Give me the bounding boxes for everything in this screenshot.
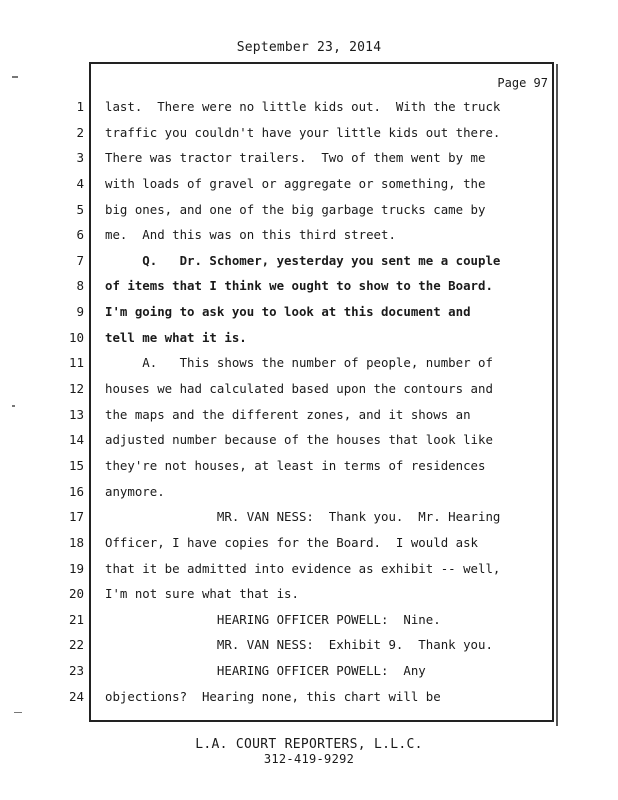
line-number: 21 xyxy=(68,611,84,627)
transcript-line: MR. VAN NESS: Exhibit 9. Thank you. xyxy=(105,637,493,653)
footer-phone: 312-419-9292 xyxy=(263,752,355,766)
transcript-line: I'm going to ask you to look at this document and xyxy=(105,304,471,320)
line-number: 10 xyxy=(68,329,84,345)
line-number: 20 xyxy=(68,586,84,602)
transcript-line: Officer, I have copies for the Board. I would ask xyxy=(105,534,478,550)
line-number: 24 xyxy=(68,688,84,704)
transcript-line: traffic you couldn't have your little kids out there. xyxy=(105,124,501,140)
scan-speck xyxy=(12,405,15,407)
transcript-line: MR. VAN NESS: Thank you. Mr. Hearing xyxy=(105,509,501,525)
transcript-line: tell me what it is. xyxy=(105,329,247,345)
line-number: 7 xyxy=(76,252,84,268)
transcript-line: houses we had calculated based upon the contours and xyxy=(105,381,493,397)
line-number: 18 xyxy=(68,534,84,550)
scan-speck xyxy=(14,712,22,713)
line-number: 11 xyxy=(68,355,84,371)
line-number: 4 xyxy=(76,175,84,191)
page-number: Page 97 xyxy=(497,76,548,90)
line-number: 22 xyxy=(68,637,84,653)
line-number: 16 xyxy=(68,483,84,499)
transcript-line: the maps and the different zones, and it shows an xyxy=(105,406,471,422)
transcript-line: HEARING OFFICER POWELL: Any xyxy=(105,663,426,679)
line-number: 13 xyxy=(68,406,84,422)
transcript-line: objections? Hearing none, this chart will be xyxy=(105,688,441,704)
line-number: 1 xyxy=(76,99,84,114)
frame-shadow xyxy=(556,64,558,726)
transcript-text xyxy=(105,98,525,713)
transcript-line: There was tractor trailers. Two of them went by me xyxy=(105,150,486,166)
line-number: 8 xyxy=(76,278,84,294)
transcript-line: with loads of gravel or aggregate or something, the xyxy=(105,175,486,191)
transcript-line: A. This shows the number of people, number of xyxy=(105,355,493,371)
transcript-line: I'm not sure what that is. xyxy=(105,586,299,602)
line-number: 17 xyxy=(68,509,84,525)
line-number: 23 xyxy=(68,663,84,679)
transcript-line: adjusted number because of the houses that look like xyxy=(105,432,493,448)
transcript-line: Q. Dr. Schomer, yesterday you sent me a couple xyxy=(105,252,501,268)
line-number-column xyxy=(56,98,84,713)
line-number: 15 xyxy=(68,457,84,473)
line-number: 19 xyxy=(68,560,84,576)
line-number: 3 xyxy=(76,150,84,166)
footer-company: L.A. COURT REPORTERS, L.L.C. xyxy=(195,737,423,752)
transcript-line: HEARING OFFICER POWELL: Nine. xyxy=(105,611,441,627)
transcript-line: that it be admitted into evidence as exhibit -- well, xyxy=(105,560,501,576)
line-number: 12 xyxy=(68,381,84,397)
line-number: 2 xyxy=(76,124,84,140)
line-number: 9 xyxy=(76,304,84,320)
transcript-line: big ones, and one of the big garbage trucks came by xyxy=(105,201,486,217)
transcript-line: of items that I think we ought to show to the Board. xyxy=(105,278,493,294)
line-number: 5 xyxy=(76,201,84,217)
transcript-line: anymore. xyxy=(105,483,165,499)
line-number: 14 xyxy=(68,432,84,448)
transcript-line: last. There were no little kids out. With the truck xyxy=(105,99,501,114)
page-date: September 23, 2014 xyxy=(236,40,382,55)
scan-speck xyxy=(12,76,18,78)
transcript-line: me. And this was on this third street. xyxy=(105,227,396,243)
line-number: 6 xyxy=(76,227,84,243)
transcript-line: they're not houses, at least in terms of residences xyxy=(105,457,486,473)
